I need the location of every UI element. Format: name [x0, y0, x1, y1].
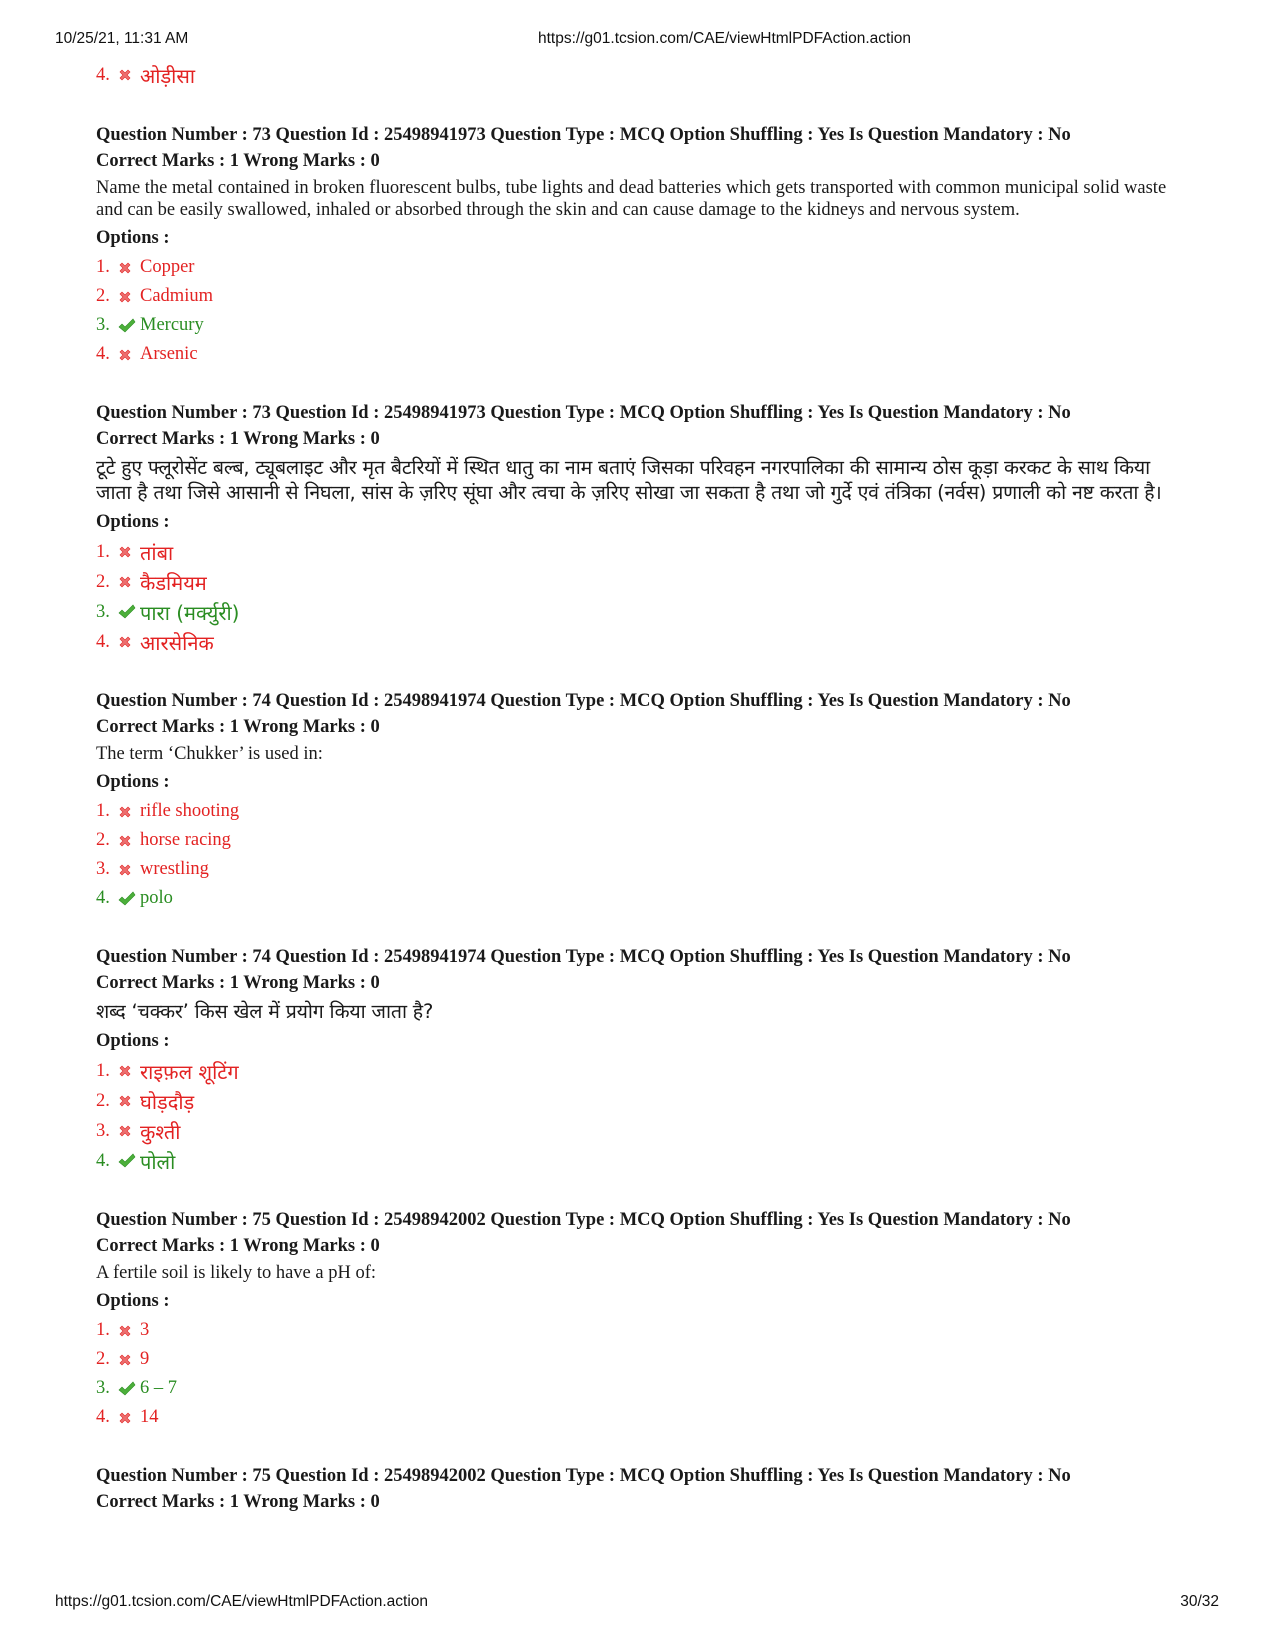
option-item — [96, 1403, 1186, 1432]
question-block — [96, 1207, 1186, 1432]
question-text: A fertile soil is likely to have a pH of: — [96, 1263, 377, 1283]
wrong-cross-icon — [118, 1124, 140, 1138]
correct-check-icon — [118, 604, 140, 620]
question-marks: Correct Marks : 1 Wrong Marks : 0 — [96, 1236, 380, 1256]
option-item — [96, 884, 1186, 913]
question-meta: Question Number : 75 Question Id : 25498942002 Question Type : MCQ Option Shuffling : Yes Is Question Mandatory : No — [96, 1210, 1071, 1230]
option-number: 2. — [96, 571, 110, 592]
option-item — [96, 826, 1186, 855]
print-header-url: https://g01.tcsion.com/CAE/viewHtmlPDFAction.action — [538, 30, 912, 47]
option-item — [96, 567, 1186, 597]
question-block — [96, 1463, 1186, 1515]
options-label: Options : — [96, 772, 170, 792]
option-number: 3. — [96, 1120, 110, 1141]
option-number: 1. — [96, 1320, 110, 1340]
question-marks: Correct Marks : 1 Wrong Marks : 0 — [96, 717, 380, 737]
option-item — [96, 1116, 1186, 1146]
option-number: 3. — [96, 1378, 110, 1398]
options-label: Options : — [96, 228, 170, 248]
question-meta: Question Number : 74 Question Id : 25498941974 Question Type : MCQ Option Shuffling : Yes Is Question Mandatory : No — [96, 691, 1071, 711]
question-block — [96, 122, 1186, 369]
option-text: कैडमियम — [140, 570, 207, 595]
option-number: 4. — [96, 888, 110, 908]
question-paper — [96, 60, 1186, 1546]
option-text: तांबा — [140, 540, 174, 565]
wrong-cross-icon — [118, 290, 140, 304]
option-text: ओड़ीसा — [140, 63, 196, 88]
question-meta: Question Number : 75 Question Id : 25498942002 Question Type : MCQ Option Shuffling : Yes Is Question Mandatory : No — [96, 1466, 1071, 1486]
option-item — [96, 855, 1186, 884]
option-text: आरसेनिक — [140, 630, 214, 655]
option-text: Cadmium — [140, 286, 213, 306]
question-meta: Question Number : 74 Question Id : 25498941974 Question Type : MCQ Option Shuffling : Yes Is Question Mandatory : No — [96, 947, 1071, 967]
option-text: पारा (मर्क्युरी) — [140, 600, 240, 625]
question-block — [96, 688, 1186, 913]
option-number: 4. — [96, 344, 110, 364]
option-number: 3. — [96, 315, 110, 335]
option-text: 9 — [140, 1349, 150, 1369]
question-text: शब्द ‘चक्कर’ किस खेल में प्रयोग किया जाता है? — [96, 1000, 434, 1023]
option-text: कुश्ती — [140, 1119, 181, 1144]
question-meta: Question Number : 73 Question Id : 25498941973 Question Type : MCQ Option Shuffling : Yes Is Question Mandatory : No — [96, 125, 1071, 145]
option-text: पोलो — [140, 1149, 176, 1174]
option-number: 2. — [96, 830, 110, 850]
option-text: घोड़दौड़ — [140, 1089, 195, 1114]
wrong-cross-icon — [118, 68, 140, 82]
option-number: 1. — [96, 257, 110, 277]
options-label: Options : — [96, 1031, 170, 1051]
option-number: 2. — [96, 1090, 110, 1111]
option-item — [96, 597, 1186, 627]
wrong-cross-icon — [118, 1094, 140, 1108]
option-number: 4. — [96, 631, 110, 652]
option-item — [96, 1056, 1186, 1086]
question-text: टूटे हुए फ्लूरोसेंट बल्ब, ट्यूबलाइट और मृत बैटरियों में स्थित धातु का नाम बताएं जिसका परिवहन नगरपालिका की सामान्य ठोस कूड़ा करकट के साथ किया जाता है तथा जिसे आसानी से निघला, सांस के ज़रिए सूंघा और त्वचा के ज़रिए सोखा जा सकता है तथा जो गुर्दे एवं तंत्रिका (नर्वस) प्रणाली को नष्ट करता है। — [96, 456, 1162, 504]
wrong-cross-icon — [118, 575, 140, 589]
question-marks: Correct Marks : 1 Wrong Marks : 0 — [96, 429, 380, 449]
option-number: 4. — [96, 1407, 110, 1427]
option-text: राइफ़ल शूटिंग — [140, 1059, 239, 1084]
option-text: wrestling — [140, 859, 209, 879]
question-block — [96, 400, 1186, 657]
correct-check-icon — [118, 891, 140, 907]
option-item — [96, 1146, 1186, 1176]
question-text: The term ‘Chukker’ is used in: — [96, 744, 323, 764]
option-text: 3 — [140, 1320, 150, 1340]
options-label: Options : — [96, 512, 170, 532]
correct-check-icon — [118, 318, 140, 334]
option-number: 2. — [96, 1349, 110, 1369]
question-text: Name the metal contained in broken fluorescent bulbs, tube lights and dead batteries which gets transported with common municipal solid waste and can be easily swallowed, inhaled or absorbed through the skin and can cause damage to the kidneys and nervous system. — [96, 178, 1167, 220]
option-text: 14 — [140, 1407, 159, 1427]
option-text: horse racing — [140, 830, 231, 850]
option-number: 4. — [96, 1150, 110, 1171]
option-item — [96, 340, 1186, 369]
option-number: 1. — [96, 1060, 110, 1081]
option-text: Copper — [140, 257, 195, 277]
option-item — [96, 282, 1186, 311]
option-text: Mercury — [140, 315, 204, 335]
option-number: 3. — [96, 601, 110, 622]
wrong-cross-icon — [118, 261, 140, 275]
question-marks: Correct Marks : 1 Wrong Marks : 0 — [96, 1492, 380, 1512]
page-number: 30/32 — [1180, 1593, 1219, 1610]
option-item — [96, 1086, 1186, 1116]
wrong-cross-icon — [118, 1324, 140, 1338]
option-text: 6 – 7 — [140, 1378, 177, 1398]
option-item — [96, 253, 1186, 282]
option-text: rifle shooting — [140, 801, 240, 821]
option-number: 1. — [96, 801, 110, 821]
print-footer-url: https://g01.tcsion.com/CAE/viewHtmlPDFAction.action — [55, 1593, 429, 1610]
print-datetime: 10/25/21, 11:31 AM — [55, 30, 189, 47]
wrong-cross-icon — [118, 545, 140, 559]
wrong-cross-icon — [118, 805, 140, 819]
option-number: 4. — [96, 64, 110, 85]
question-meta: Question Number : 73 Question Id : 25498941973 Question Type : MCQ Option Shuffling : Yes Is Question Mandatory : No — [96, 403, 1071, 423]
option-item — [96, 1345, 1186, 1374]
wrong-cross-icon — [118, 635, 140, 649]
correct-check-icon — [118, 1153, 140, 1169]
option-number: 1. — [96, 541, 110, 562]
question-marks: Correct Marks : 1 Wrong Marks : 0 — [96, 973, 380, 993]
question-block — [96, 944, 1186, 1176]
option-item — [96, 60, 1186, 90]
wrong-cross-icon — [118, 834, 140, 848]
wrong-cross-icon — [118, 348, 140, 362]
option-item — [96, 797, 1186, 826]
option-item — [96, 537, 1186, 567]
option-item — [96, 311, 1186, 340]
option-text: polo — [140, 888, 173, 908]
option-item — [96, 1374, 1186, 1403]
question-marks: Correct Marks : 1 Wrong Marks : 0 — [96, 151, 380, 171]
print-header — [0, 30, 1275, 50]
option-item — [96, 627, 1186, 657]
wrong-cross-icon — [118, 1411, 140, 1425]
option-item — [96, 1316, 1186, 1345]
wrong-cross-icon — [118, 863, 140, 877]
wrong-cross-icon — [118, 1353, 140, 1367]
wrong-cross-icon — [118, 1064, 140, 1078]
option-text: Arsenic — [140, 344, 198, 364]
option-number: 3. — [96, 859, 110, 879]
option-number: 2. — [96, 286, 110, 306]
print-footer — [0, 1593, 1275, 1613]
options-label: Options : — [96, 1291, 170, 1311]
correct-check-icon — [118, 1381, 140, 1397]
